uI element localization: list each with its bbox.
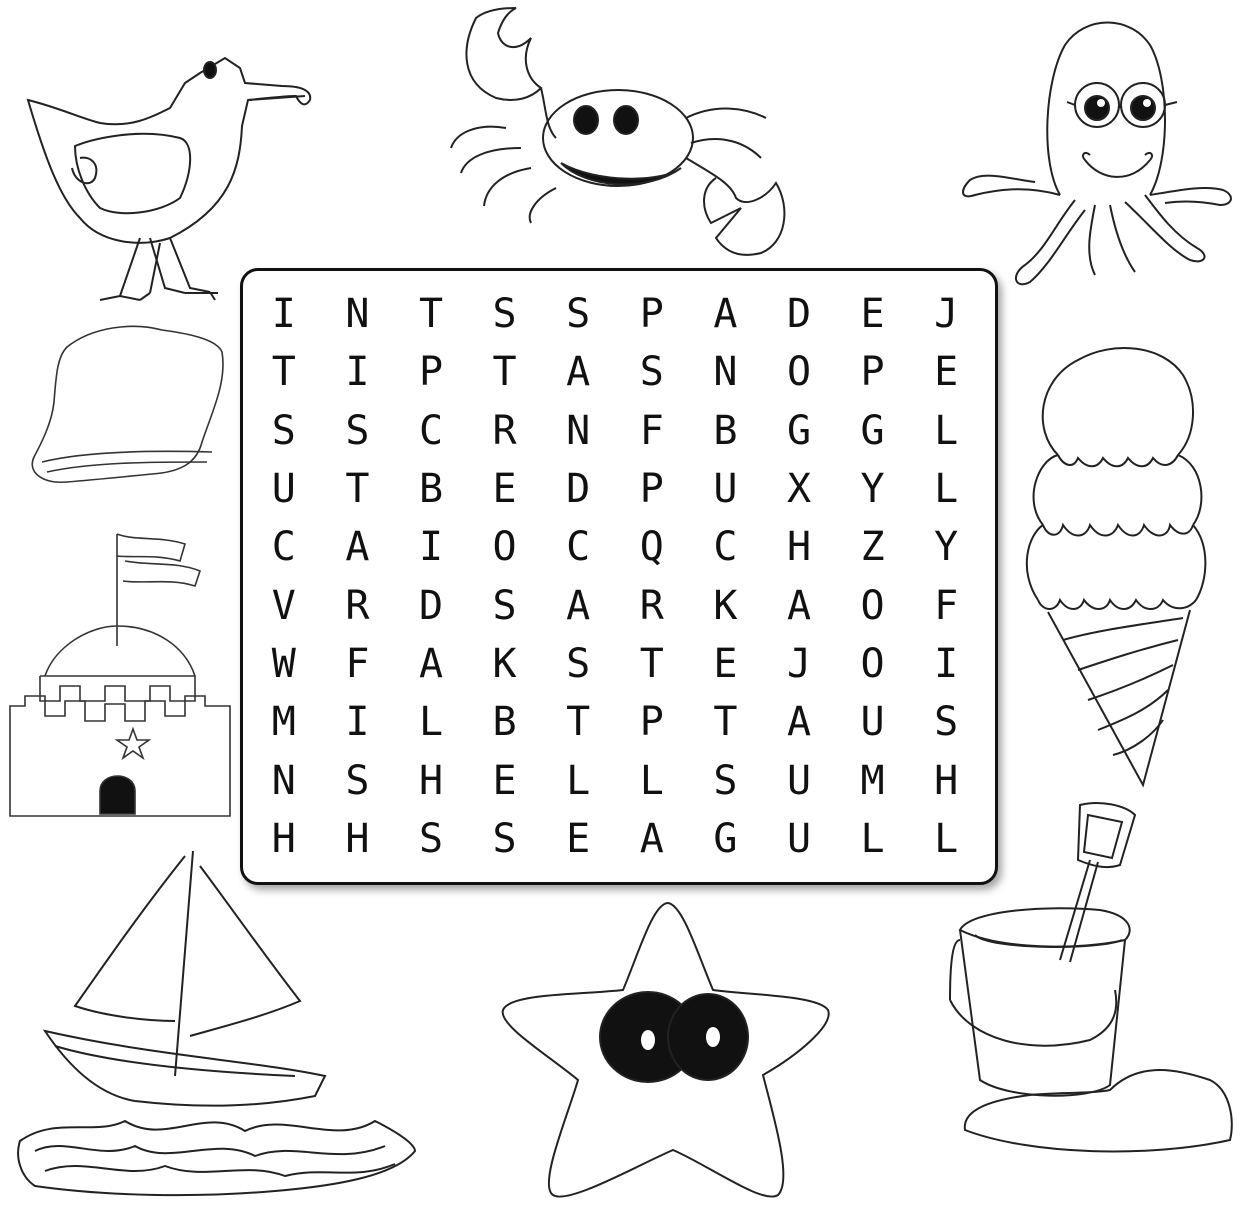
- letter-cell[interactable]: D: [786, 291, 812, 338]
- letter-cell[interactable]: U: [786, 815, 812, 862]
- letter-cell[interactable]: L: [639, 757, 664, 804]
- ice-cream-cone-illustration: [1018, 340, 1206, 790]
- letter-cell[interactable]: Y: [860, 466, 885, 513]
- letter-cell[interactable]: M: [860, 757, 885, 804]
- letter-cell[interactable]: B: [713, 407, 738, 454]
- letter-cell[interactable]: U: [713, 466, 738, 513]
- letter-cell[interactable]: I: [345, 349, 370, 396]
- letter-cell[interactable]: A: [713, 291, 738, 338]
- letter-cell[interactable]: H: [345, 815, 370, 862]
- letter-cell[interactable]: A: [786, 699, 812, 746]
- letter-cell[interactable]: D: [418, 582, 444, 629]
- letter-cell[interactable]: D: [566, 466, 591, 513]
- letter-cell[interactable]: E: [566, 815, 591, 862]
- letter-cell[interactable]: R: [492, 407, 517, 454]
- letter-cell[interactable]: J: [786, 640, 812, 687]
- letter-cell[interactable]: U: [860, 699, 885, 746]
- letter-cell[interactable]: X: [786, 466, 812, 513]
- letter-cell[interactable]: P: [860, 349, 885, 396]
- letter-cell[interactable]: A: [418, 640, 444, 687]
- letter-cell[interactable]: J: [934, 291, 959, 338]
- letter-cell[interactable]: H: [418, 757, 444, 804]
- letter-cell[interactable]: P: [639, 699, 664, 746]
- letter-cell[interactable]: O: [492, 524, 517, 571]
- letter-cell[interactable]: S: [639, 349, 664, 396]
- letter-cell[interactable]: S: [271, 407, 296, 454]
- octopus-illustration: [955, 10, 1235, 292]
- letter-cell[interactable]: F: [639, 407, 664, 454]
- letter-grid: [243, 271, 995, 882]
- letter-cell[interactable]: N: [566, 407, 591, 454]
- letter-cell[interactable]: L: [934, 407, 959, 454]
- letter-cell[interactable]: C: [271, 524, 296, 571]
- letter-cell[interactable]: C: [566, 524, 591, 571]
- letter-cell[interactable]: R: [345, 582, 370, 629]
- letter-cell[interactable]: E: [934, 349, 959, 396]
- letter-cell[interactable]: S: [345, 757, 370, 804]
- letter-cell[interactable]: S: [566, 291, 591, 338]
- letter-cell[interactable]: H: [934, 757, 959, 804]
- letter-cell[interactable]: L: [934, 466, 959, 513]
- letter-cell[interactable]: T: [713, 699, 738, 746]
- letter-cell[interactable]: W: [271, 640, 296, 687]
- letter-cell[interactable]: O: [860, 640, 885, 687]
- letter-cell[interactable]: U: [786, 757, 812, 804]
- letter-cell[interactable]: N: [271, 757, 296, 804]
- letter-cell[interactable]: L: [860, 815, 885, 862]
- letter-cell[interactable]: Q: [639, 524, 664, 571]
- letter-cell[interactable]: S: [492, 815, 517, 862]
- letter-cell[interactable]: L: [566, 757, 591, 804]
- starfish-illustration: [498, 895, 834, 1205]
- letter-cell[interactable]: T: [418, 291, 444, 338]
- letter-cell[interactable]: A: [566, 349, 591, 396]
- letter-cell[interactable]: L: [934, 815, 959, 862]
- letter-cell[interactable]: E: [492, 757, 517, 804]
- letter-cell[interactable]: R: [639, 582, 664, 629]
- letter-cell[interactable]: G: [786, 407, 812, 454]
- letter-cell[interactable]: T: [492, 349, 517, 396]
- letter-cell[interactable]: Y: [934, 524, 959, 571]
- letter-cell[interactable]: I: [345, 699, 370, 746]
- letter-cell[interactable]: U: [271, 466, 296, 513]
- letter-cell[interactable]: L: [418, 699, 444, 746]
- sandcastle-illustration: [5, 526, 237, 818]
- letter-cell[interactable]: O: [860, 582, 885, 629]
- letter-cell[interactable]: F: [345, 640, 370, 687]
- letter-cell[interactable]: N: [345, 291, 370, 338]
- letter-cell[interactable]: S: [492, 582, 517, 629]
- crab-illustration: [446, 8, 806, 260]
- shell-illustration: [22, 322, 230, 494]
- letter-cell[interactable]: N: [713, 349, 738, 396]
- letter-cell[interactable]: T: [345, 466, 370, 513]
- letter-cell[interactable]: S: [345, 407, 370, 454]
- letter-cell[interactable]: I: [934, 640, 959, 687]
- letter-cell[interactable]: I: [418, 524, 444, 571]
- letter-cell[interactable]: S: [566, 640, 591, 687]
- letter-cell[interactable]: P: [418, 349, 444, 396]
- letter-cell[interactable]: S: [492, 291, 517, 338]
- letter-cell[interactable]: G: [713, 815, 738, 862]
- letter-cell[interactable]: P: [639, 291, 664, 338]
- letter-cell[interactable]: B: [418, 466, 444, 513]
- letter-cell[interactable]: M: [271, 699, 296, 746]
- letter-cell[interactable]: K: [492, 640, 517, 687]
- letter-cell[interactable]: A: [786, 582, 812, 629]
- letter-cell[interactable]: A: [566, 582, 591, 629]
- letter-cell[interactable]: K: [713, 582, 738, 629]
- letter-cell[interactable]: A: [639, 815, 664, 862]
- letter-cell[interactable]: C: [713, 524, 738, 571]
- letter-cell[interactable]: S: [713, 757, 738, 804]
- letter-cell[interactable]: H: [786, 524, 812, 571]
- letter-cell[interactable]: A: [345, 524, 370, 571]
- letter-cell[interactable]: O: [786, 349, 812, 396]
- letter-cell[interactable]: I: [271, 291, 296, 338]
- letter-cell[interactable]: C: [418, 407, 444, 454]
- letter-cell[interactable]: V: [271, 582, 296, 629]
- letter-cell[interactable]: Z: [860, 524, 885, 571]
- letter-cell[interactable]: P: [639, 466, 664, 513]
- letter-cell[interactable]: T: [566, 699, 591, 746]
- letter-cell[interactable]: T: [639, 640, 664, 687]
- letter-cell[interactable]: E: [713, 640, 738, 687]
- letter-cell[interactable]: T: [271, 349, 296, 396]
- letter-cell[interactable]: B: [492, 699, 517, 746]
- sailboat-illustration: [15, 846, 420, 1201]
- letter-cell[interactable]: S: [934, 699, 959, 746]
- word-search-board: [240, 268, 998, 885]
- letter-cell[interactable]: F: [934, 582, 959, 629]
- letter-cell[interactable]: E: [492, 466, 517, 513]
- letter-cell[interactable]: E: [860, 291, 885, 338]
- letter-cell[interactable]: G: [860, 407, 885, 454]
- letter-cell[interactable]: S: [418, 815, 444, 862]
- letter-cell[interactable]: H: [271, 815, 296, 862]
